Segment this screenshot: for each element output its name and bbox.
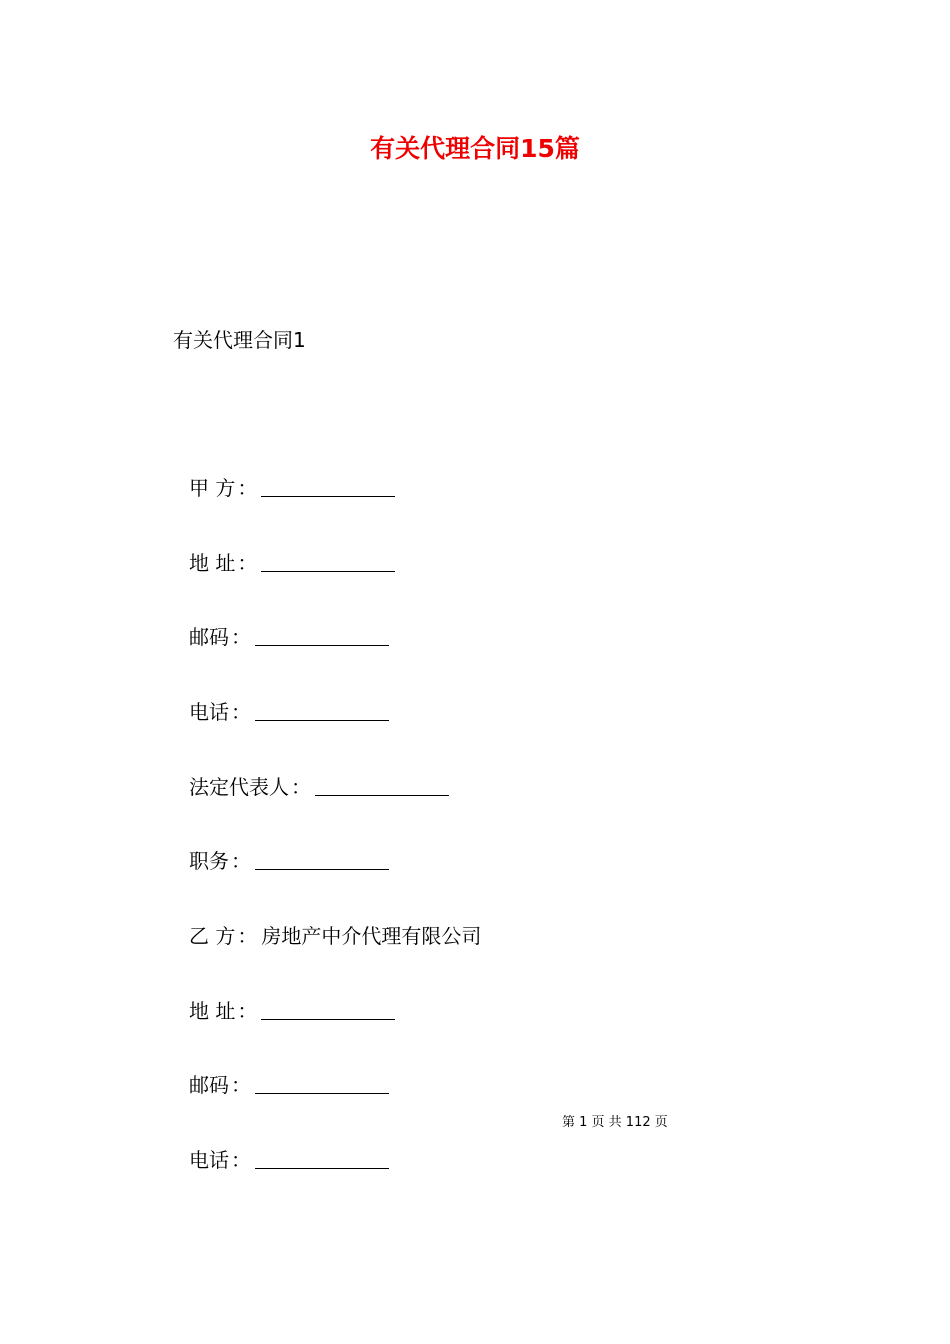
field-label: 甲 方 (189, 476, 236, 500)
field-colon: ： (237, 476, 258, 500)
blank-line (261, 476, 395, 497)
field-label: 电话 (189, 700, 229, 724)
field-label: 地 址 (189, 999, 236, 1023)
field-label: 邮码 (189, 625, 229, 649)
field-label: 乙 方 (189, 924, 236, 948)
field-label: 邮码 (189, 1073, 229, 1097)
field-colon: ： (231, 849, 251, 873)
party-a-field (189, 474, 395, 502)
field-label: 地 址 (189, 551, 236, 575)
position-field (189, 847, 389, 875)
party-a-postcode-field (189, 623, 389, 651)
party-b-phone-field (189, 1146, 389, 1174)
party-a-address-field (189, 549, 395, 577)
party-b-field (189, 922, 481, 950)
field-colon: ： (231, 1073, 251, 1097)
field-colon: ： (237, 999, 258, 1023)
blank-line (315, 775, 449, 796)
field-label: 电话 (189, 1148, 229, 1172)
party-a-phone-field (189, 698, 389, 726)
field-label: 职务 (189, 849, 229, 873)
blank-line (255, 625, 389, 646)
blank-line (261, 551, 395, 572)
blank-line (255, 849, 389, 870)
field-colon: ： (231, 625, 251, 649)
field-colon: ： (237, 924, 258, 948)
section-heading: 有关代理合同1 (173, 328, 306, 352)
party-b-postcode-field (189, 1071, 389, 1099)
blank-line (255, 700, 389, 721)
blank-line (255, 1073, 389, 1094)
blank-line (255, 1148, 389, 1169)
document-title: 有关代理合同15篇 (370, 134, 580, 163)
party-b-address-field (189, 997, 395, 1025)
field-colon: ： (231, 700, 251, 724)
field-label: 法定代表人 (189, 775, 289, 799)
blank-line (261, 999, 395, 1020)
party-b-name: 房地产中介代理有限公司 (261, 924, 482, 948)
page-footer: 第 1 页 共 112 页 (562, 1115, 668, 1130)
field-colon: ： (237, 551, 258, 575)
legal-representative-field (189, 773, 449, 801)
field-colon: ： (291, 775, 311, 799)
field-colon: ： (231, 1148, 251, 1172)
